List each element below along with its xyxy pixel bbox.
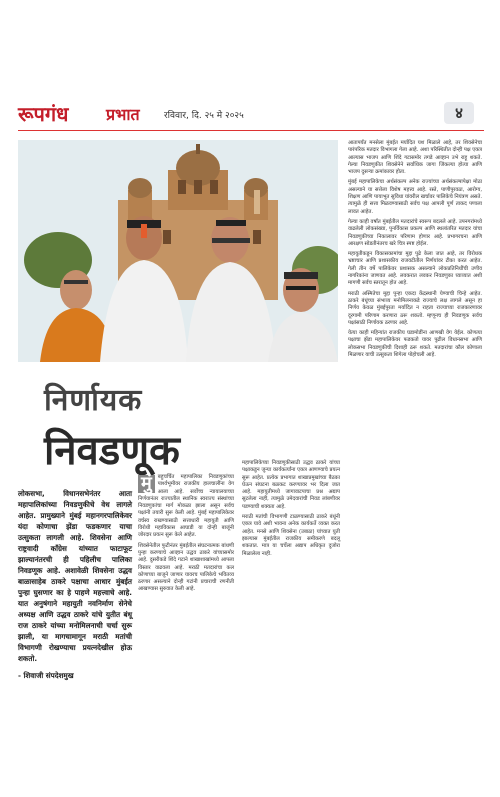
body-paragraph: मराठी मतांची विभागणी टाळण्यासाठी ठाकरे बंधूंनी एकत्र यावे अशी भावना अनेक कार्यकर्ते व्यक्त करत आहेत. मनसे आणि शिवसेना (उबाठा) यांच्यात युती झाल्यास मुंबईतील राजकीय समीकरणे बदलू शकतात. मात्र या चर्चेला अद्याप अधिकृत दुजोरा मिळालेला नाही. — [242, 514, 340, 557]
article-column-b — [138, 474, 234, 597]
intro-paragraph: लोकसभा, विधानसभेनंतर आता महापालिकांच्या निवडणुकीचे वेध लागले आहेत. प्रामुख्याने मुंबई महानगरपालिकेवर यंदा कोणाचा झेंडा फडकणार याचा उत्सुकता लागली आहे. शिवसेना आणि राष्ट्रवादी काँग्रेस यांच्यात फाटाफूट झाल्यानंतरची ही पहिलीच पालिका निवडणूक आहे. अशावेळी शिवसेना उद्धव बाळासाहेब ठाकरे पक्षाचा आधार मुंबईत पुन्हा घुसणार का हे पाहणे महत्त्वाचे आहे. यात अनुषंगाने महायुती नवनिर्माण सेनेचे अध्यक्ष आणि उद्धव ठाकरे यांचे युतीत बंधू राज ठाकरे यांच्या मनोमिलनाची चर्चा सुरू झाली, या मागचामागून मराठी मतांची विभागणी रोखण्याचा प्रयत्नदेखील होऊ शकतो. — [18, 489, 132, 663]
page-number: ४ — [444, 102, 474, 124]
article-column-c — [242, 460, 340, 561]
body-paragraph: बहुचर्चित महापालिका निवडणुकांच्या पार्श्वभूमीवर राजकीय हालचालींना वेग आला आहे. सर्वोच्च न्यायालयाच्या निर्णयानंतर राज्यातील स्थानिक स्वराज्य संस्थांच्या निवडणुकांचा मार्ग मोकळा झाला असून सर्वच पक्षांनी तयारी सुरू केली आहे. मुंबई महापालिकेवर वर्चस्व राखण्यासाठी सत्ताधारी महायुती आणि विरोधी महाविकास आघाडी या दोन्ही बाजूंनी जोरदार प्रयत्न सुरू केले आहेत. — [138, 474, 234, 539]
brand-title: रूपगंध — [18, 102, 69, 126]
article-column-d — [348, 140, 482, 362]
drop-cap: मुं — [138, 475, 155, 493]
body-paragraph: शिवसेनेतील फुटीनंतर मुंबईतील संघटनात्मक बांधणी पुन्हा करण्याचे आव्हान उद्धव ठाकरे यांच्यासमोर आहे. दुसरीकडे शिंदे गटाने शाखाशाखांमध्ये आपला विस्तार वाढवला आहे. मराठी मतदारांचा कल कोणाच्या बाजूने जाणार यावरच पालिकेचे भवितव्य ठरणार असल्याने दोन्ही गटांनी प्रचाराची रणनीती आखण्यास सुरुवात केली आहे. — [138, 542, 234, 593]
byline: - शिवाजी संपदेशमुख — [18, 671, 74, 680]
body-paragraph: आतापर्यंत मनसेला मुंबईत मर्यादित यश मिळाले आहे, तर शिवसेनेचा पारंपरिक मतदार विभागला गेला आहे. अशा परिस्थितीत दोन्ही पक्ष एकत्र आल्यास भाजप आणि शिंदे गटासमोर तगडे आव्हान उभे राहू शकते. गेल्या निवडणुकीत शिवसेनेने सर्वाधिक जागा जिंकल्या होत्या आणि भाजप दुसऱ्या क्रमांकावर होता. — [348, 140, 482, 176]
body-paragraph: मुंबई महापालिकेचा अर्थसंकल्प अनेक राज्यांच्या अर्थसंकल्पापेक्षा मोठा असल्याने या सत्तेला विशेष महत्त्व आहे. रस्ते, पाणीपुरवठा, आरोग्य, शिक्षण आणि पायाभूत सुविधा यांवरील खर्चावर पालिकेचे नियंत्रण असते. त्यामुळे ही सत्ता मिळवण्यासाठी सर्वच पक्ष आपली पूर्ण ताकद पणाला लावत आहेत. — [348, 179, 482, 215]
body-paragraph: गेल्या काही वर्षांत मुंबईतील मतदारांचे स्वरूप बदलले आहे. उपनगरांमध्ये वाढलेली लोकसंख्या, पुनर्विकास प्रकल्प आणि स्थलांतरित मतदार यांचा निवडणुकीच्या निकालावर परिणाम होणार आहे. प्रभागरचना आणि आरक्षण सोडतीनंतरच खरे चित्र स्पष्ट होईल. — [348, 218, 482, 247]
body-paragraph: महायुतीकडून विकासकामांचा मुद्दा पुढे केला जात आहे, तर विरोधक भ्रष्टाचार आणि प्रशासकीय राजवटीतील निर्णयांवर टीका करत आहेत. गेली तीन वर्षे पालिकेवर प्रशासक असल्याने लोकप्रतिनिधींची उणीव नागरिकांना जाणवत आहे. लवकरात लवकर निवडणुका घ्याव्यात अशी मागणी सर्वच स्तरातून होत आहे. — [348, 251, 482, 287]
body-paragraph: महापालिकेच्या निवडणुकीसाठी उद्धव ठाकरे यांच्या पक्षाकडून जुन्या कार्यकर्त्यांना एकत्र आणण्याचे प्रयत्न सुरू आहेत. प्रत्येक प्रभागात शाखाप्रमुखांच्या बैठका घेऊन संघटना बळकट करण्यावर भर दिला जात आहे. महायुतीमध्ये जागावाटपाचा प्रश्न अद्याप सुटलेला नाही, त्यामुळे उमेदवारांची निवड लांबणीवर पडण्याची शक्यता आहे. — [242, 460, 340, 510]
masthead-rule — [18, 130, 484, 131]
issue-date: रविवार, दि. २५ मे २०२५ — [164, 111, 244, 121]
body-paragraph: मराठी अस्मितेचा मुद्दा पुन्हा एकदा केंद्रस्थानी येण्याची चिन्हे आहेत. ठाकरे बंधूंच्या संभाव्य मनोमिलनाकडे राज्याचे लक्ष लागले असून हा निर्णय केवळ मुंबईपुरता मर्यादित न राहता राज्याच्या राजकारणावर दूरगामी परिणाम करणारा ठरू शकतो. म्हणूनच ही निवडणूक सर्वच पक्षांसाठी निर्णायक ठरणार आहे. — [348, 290, 482, 326]
brand-subtitle: प्रभात — [106, 105, 140, 124]
masthead — [18, 100, 484, 134]
headline-line-2: निवडणूक — [44, 427, 180, 474]
body-paragraph: येत्या काही महिन्यांत राजकीय घडामोडींना आणखी वेग येईल. कोणत्या पक्षाचा झेंडा महापालिकेवर फडकतो यावर पुढील विधानसभा आणि लोकसभा निवडणुकीची दिशाही ठरू शकते. मतदारांचा कौल कोणाला मिळणार याची उत्सुकता शिगेला पोहोचली आहे. — [348, 330, 482, 359]
article-headline — [44, 378, 224, 476]
article-intro — [18, 488, 132, 681]
article-photo — [18, 140, 338, 362]
headline-line-1: निर्णायक — [44, 383, 143, 418]
